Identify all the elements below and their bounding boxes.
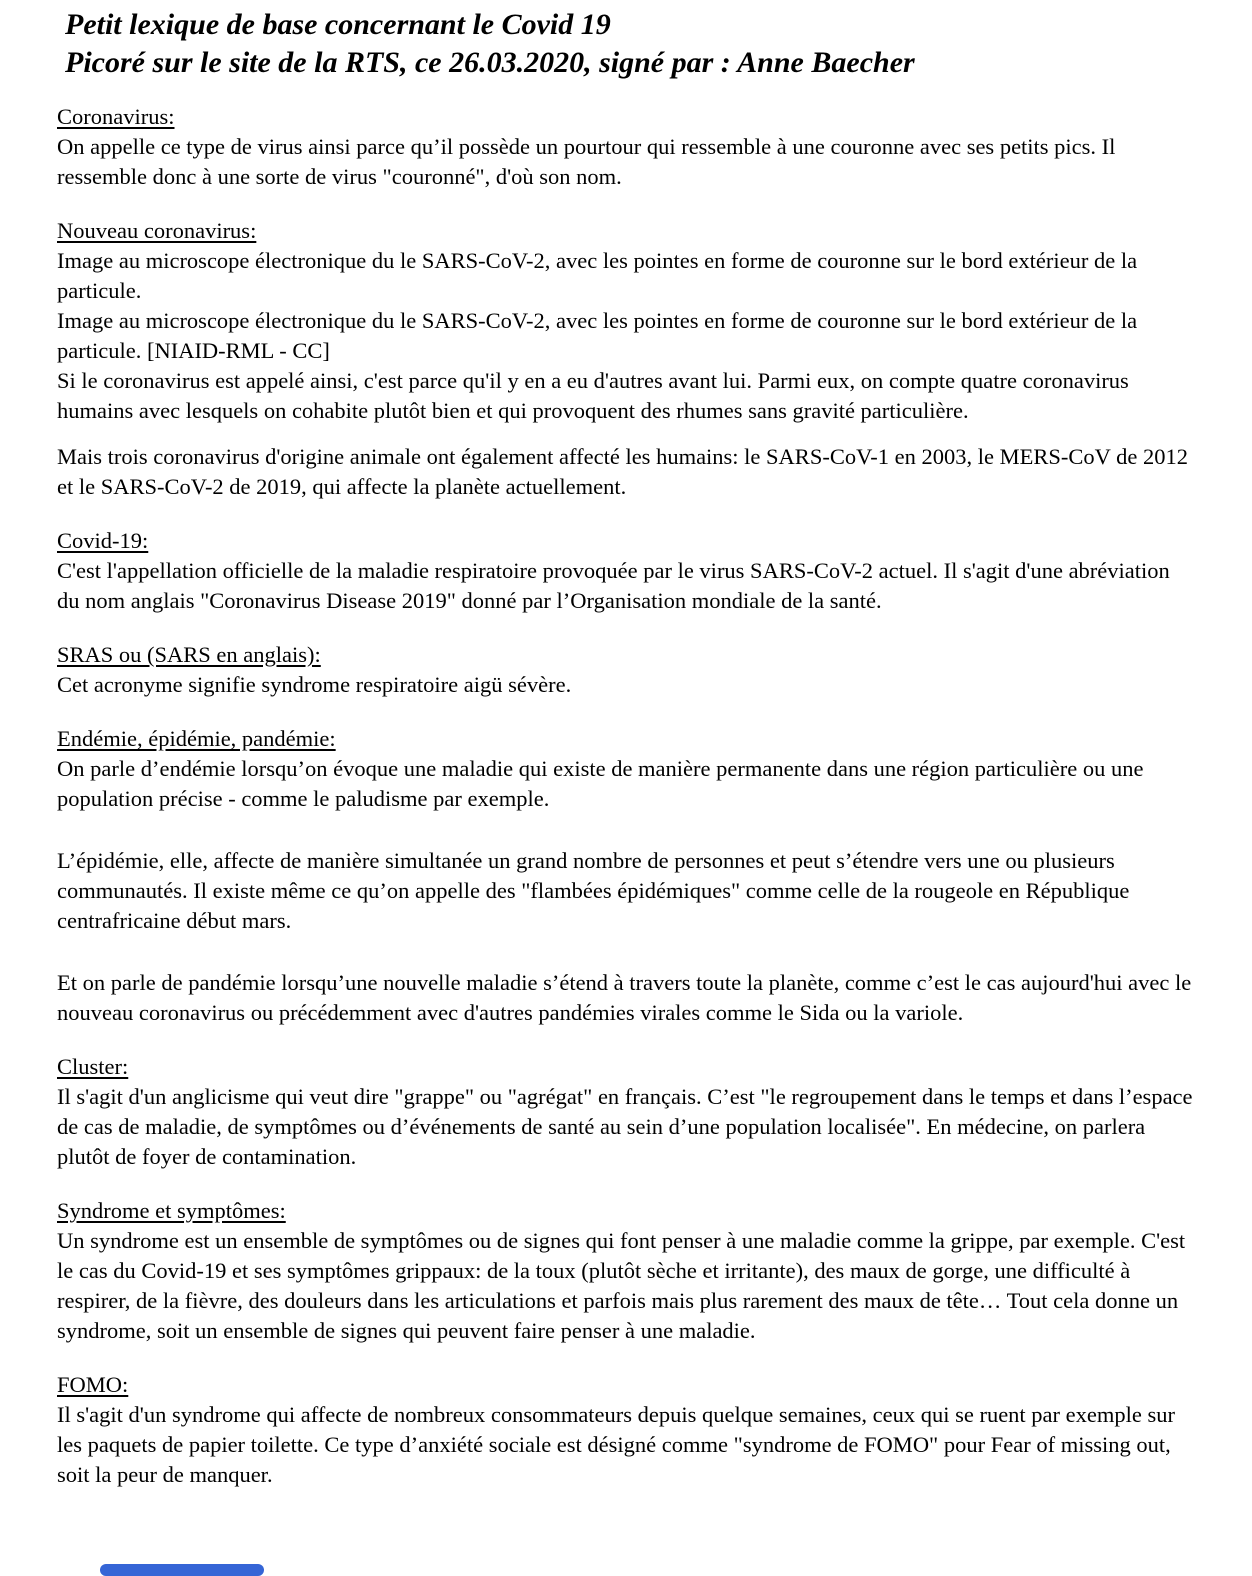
document-title-line1: Petit lexique de base concernant le Covid 19 (65, 8, 611, 41)
section-endemie-epidemie-pandemie (57, 724, 1197, 1028)
section-heading: Cluster: (57, 1054, 129, 1079)
section-heading: Syndrome et symptômes: (57, 1198, 286, 1223)
paragraph: Cet acronyme signifie syndrome respiratoire aigü sévère. (57, 672, 572, 697)
paragraph: On appelle ce type de virus ainsi parce qu’il possède un pourtour qui ressemble à une couronne avec ses petits pics. Il ressemble donc à une sorte de virus "couronné", d'où son nom. (57, 134, 1116, 189)
section-sras (57, 640, 1197, 700)
section-coronavirus (57, 102, 1197, 192)
paragraph: Il s'agit d'un anglicisme qui veut dire "grappe" ou "agrégat" en français. C’est "le regroupement dans le temps et dans l’espace de cas de maladie, de symptômes ou d’événements de santé au sein d’une population localisée". En médecine, on parlera plutôt de foyer de contamination. (57, 1084, 1193, 1169)
paragraph: Image au microscope électronique du le SARS-CoV-2, avec les pointes en forme de couronne sur le bord extérieur de la particule. (57, 248, 1138, 303)
paragraph: L’épidémie, elle, affecte de manière simultanée un grand nombre de personnes et peut s’étendre vers une ou plusieurs communautés. Il existe même ce qu’on appelle des "flambées épidémiques" comme celle de la rougeole en République centrafricaine début mars. (57, 848, 1130, 933)
document-title (57, 6, 1197, 82)
document-title-line2: Picoré sur le site de la RTS, ce 26.03.2020, signé par : Anne Baecher (65, 46, 915, 79)
section-covid19 (57, 526, 1197, 616)
section-syndrome-symptomes (57, 1196, 1197, 1346)
paragraph: On parle d’endémie lorsqu’on évoque une maladie qui existe de manière permanente dans une région particulière ou une population précise - comme le paludisme par exemple. (57, 756, 1144, 811)
section-heading: SRAS ou (SARS en anglais): (57, 642, 321, 667)
paragraph: Un syndrome est un ensemble de symptômes ou de signes qui font penser à une maladie comme la grippe, par exemple. C'est le cas du Covid-19 et ses symptômes grippaux: de la toux (plutôt sèche et irritante), des maux de gorge, une difficulté à respirer, de la fièvre, des douleurs dans les articulations et parfois mais plus rarement des maux de tête… Tout cela donne un syndrome, soit un ensemble de signes qui peuvent faire penser à une maladie. (57, 1228, 1186, 1343)
paragraph: C'est l'appellation officielle de la maladie respiratoire provoquée par le virus SARS-CoV-2 actuel. Il s'agit d'une abréviation du nom anglais "Coronavirus Disease 2019" donné par l’Organisation mondiale de la santé. (57, 558, 1170, 613)
paragraph: Et on parle de pandémie lorsqu’une nouvelle maladie s’étend à travers toute la planète, comme c’est le cas aujourd'hui avec le nouveau coronavirus ou précédemment avec d'autres pandémies virales comme le Sida ou la variole. (57, 970, 1192, 1025)
paragraph: Image au microscope électronique du le SARS-CoV-2, avec les pointes en forme de couronne sur le bord extérieur de la particule. [NIAID-RML - CC] (57, 308, 1138, 363)
paragraph: Il s'agit d'un syndrome qui affecte de nombreux consommateurs depuis quelque semaines, ceux qui se ruent par exemple sur les paquets de papier toilette. Ce type d’anxiété sociale est désigné comme "syndrome de FOMO" pour Fear of missing out, soit la peur de manquer. (57, 1402, 1176, 1487)
paragraph: Mais trois coronavirus d'origine animale ont également affecté les humains: le SARS-CoV-1 en 2003, le MERS-CoV de 2012 et le SARS-CoV-2 de 2019, qui affecte la planète actuellement. (57, 444, 1188, 499)
section-nouveau-coronavirus (57, 216, 1197, 502)
section-heading: Coronavirus: (57, 104, 175, 129)
section-heading: Endémie, épidémie, pandémie: (57, 726, 336, 751)
bottom-blue-bar (100, 1564, 264, 1576)
section-heading: Covid-19: (57, 528, 149, 553)
paragraph: Si le coronavirus est appelé ainsi, c'est parce qu'il y en a eu d'autres avant lui. Parmi eux, on compte quatre coronavirus humains avec lesquels on cohabite plutôt bien et qui provoquent des rhumes sans gravité particulière. (57, 368, 1129, 423)
section-cluster (57, 1052, 1197, 1172)
section-heading: FOMO: (57, 1372, 129, 1397)
section-fomo (57, 1370, 1197, 1490)
section-heading: Nouveau coronavirus: (57, 218, 257, 243)
